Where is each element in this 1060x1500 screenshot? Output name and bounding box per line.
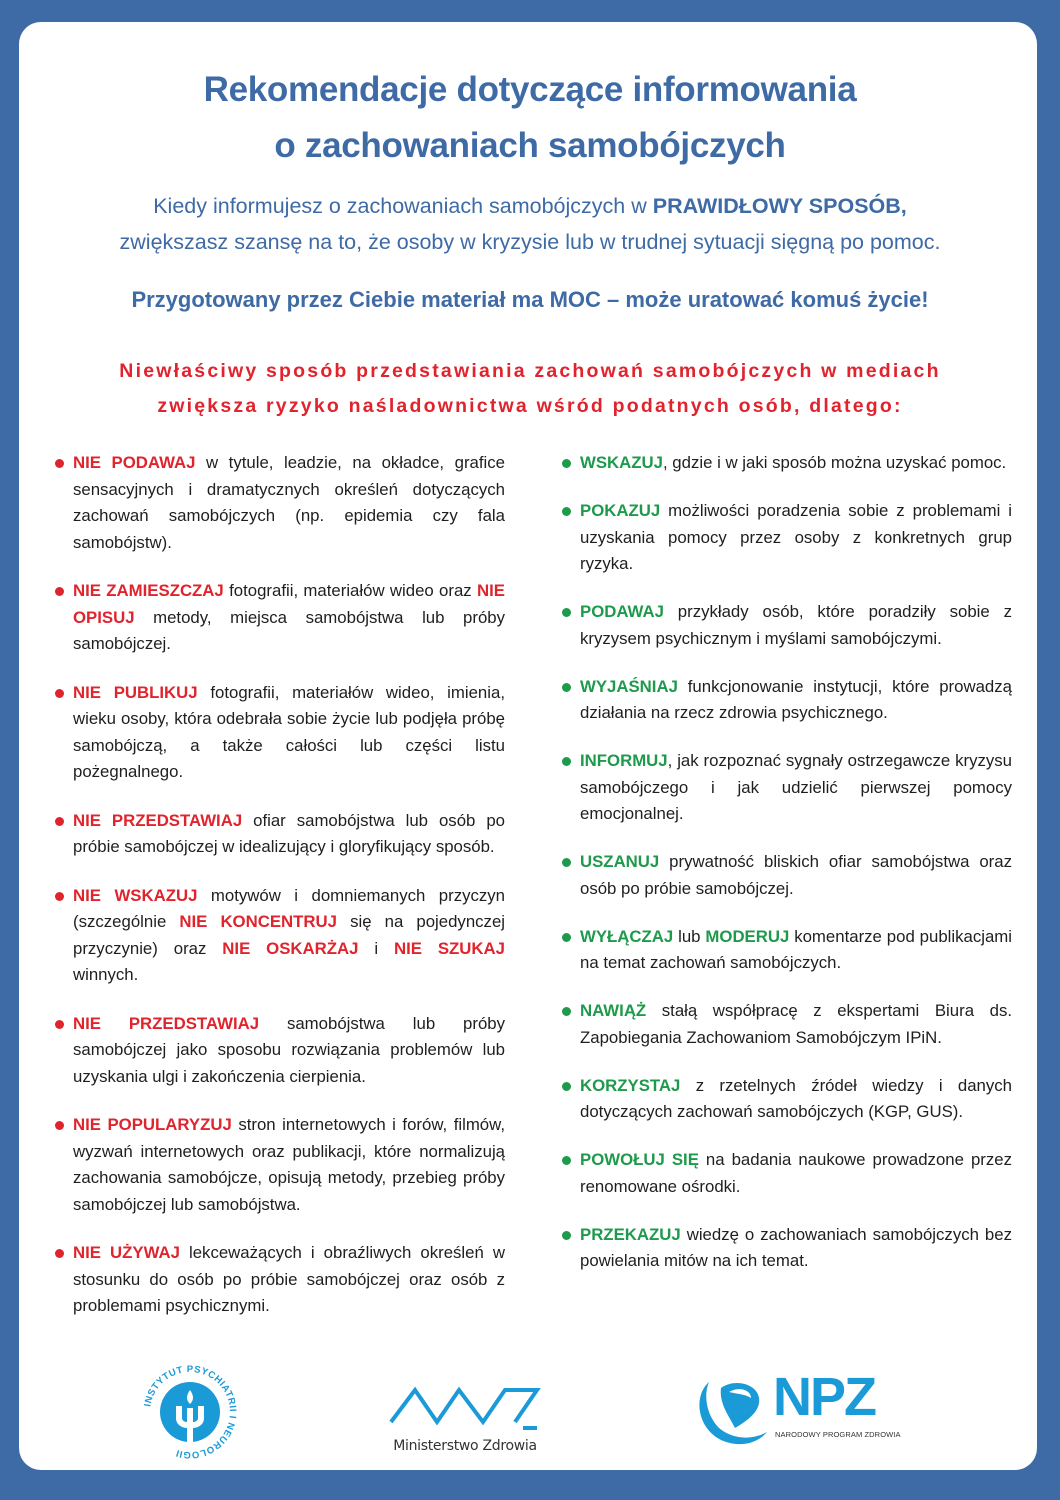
do-keyword: KORZYSTAJ xyxy=(580,1075,681,1095)
npz-subtitle: NARODOWY PROGRAM ZDROWIA xyxy=(775,1430,901,1439)
ipin-logo-icon xyxy=(140,1362,240,1462)
dont-keyword: NIE KONCENTRUJ xyxy=(179,912,337,931)
do-text: na badania naukowe prowadzone przez renomowane ośrodki. xyxy=(580,1150,1012,1196)
bullet-icon xyxy=(562,858,571,867)
do-text: prywatność bliskich ofiar samobójstwa oraz osób po próbie samobójczej. xyxy=(580,852,1012,898)
npz-wordmark: NPZ xyxy=(773,1367,875,1427)
warning-heading xyxy=(0,354,1060,424)
ipin-ring-text: INSTYTUT PSYCHIATRII I NEUROLOGII xyxy=(142,1363,239,1461)
dont-item xyxy=(73,883,505,989)
bullet-icon xyxy=(55,459,64,468)
do-keyword: WYŁĄCZAJ xyxy=(580,926,674,946)
dont-text: motywów i domniemanych przyczyn (szczególnie xyxy=(73,885,505,931)
do-item xyxy=(580,849,1012,902)
bullet-icon xyxy=(562,683,571,692)
bullet-icon xyxy=(55,1121,64,1130)
do-item xyxy=(580,450,1012,477)
dont-item xyxy=(73,808,505,861)
do-text: lub xyxy=(673,926,706,946)
dont-item xyxy=(73,680,505,786)
do-keyword: POWOŁUJ SIĘ xyxy=(580,1150,699,1169)
dont-text: fotografii, materiałów wideo oraz xyxy=(223,581,478,600)
bullet-icon xyxy=(55,1020,64,1029)
page-title xyxy=(0,62,1060,174)
dont-text: fotografii, materiałów wideo, imienia, wieku osoby, która odebrała sobie życie lub podjęła próbę samobójczą, a także całości lub części listu pożegnalnego. xyxy=(73,682,505,781)
npz-logo xyxy=(695,1367,915,1450)
do-item xyxy=(580,748,1012,828)
bullet-icon xyxy=(55,587,64,596)
warning-line-2: zwiększa ryzyko naśladownictwa wśród podatnych osób, dlatego: xyxy=(157,395,903,417)
bullet-icon xyxy=(562,1231,571,1240)
mz-label: Ministerstwo Zdrowia xyxy=(393,1438,537,1454)
do-item xyxy=(580,1073,1012,1126)
bullet-icon xyxy=(562,1007,571,1016)
bullet-icon xyxy=(55,892,64,901)
dos-list xyxy=(580,450,1012,1296)
dont-text: winnych. xyxy=(73,965,139,984)
do-text: wiedzę o zachowaniach samobójczych bez powielania mitów na ich temat. xyxy=(580,1224,1012,1270)
dont-keyword: NIE POPULARYZUJ xyxy=(73,1115,232,1134)
do-keyword: WYJAŚNIAJ xyxy=(580,676,678,696)
logos-footer xyxy=(0,1360,1060,1470)
do-text: , jak rozpoznać sygnały ostrzegawcze kryzysu samobójczego i jak udzielić pierwszej pomocy emocjonalnej. xyxy=(580,751,1012,823)
do-item xyxy=(580,1147,1012,1200)
do-text: przykłady osób, które poradziły sobie z kryzysem psychicznym i myślami samobójczymi. xyxy=(580,602,1012,648)
do-item xyxy=(580,674,1012,727)
mz-logo xyxy=(385,1370,545,1460)
do-keyword: NAWIĄŻ xyxy=(580,1001,647,1020)
dont-text: w tytule, leadzie, na okładce, grafice sensacyjnych i dramatycznych określeń dotyczących zachowań samobójczych (np. epidemia czy fala samobójstw). xyxy=(73,453,506,552)
bullet-icon xyxy=(55,689,64,698)
dont-item xyxy=(73,1112,505,1218)
intro-line-1-bold: PRAWIDŁOWY SPOSÓB, xyxy=(652,194,907,218)
do-text: komentarze pod publikacjami na temat zachowań samobójczych. xyxy=(580,926,1012,972)
dont-text: samobójstwa lub próby samobójczej jako sposobu rozwiązania problemów lub uzyskania ulgi i zakończenia cierpienia. xyxy=(73,1013,506,1086)
npz-logo-icon xyxy=(695,1370,775,1450)
mz-logo-icon xyxy=(385,1370,545,1434)
dont-keyword: NIE SZUKAJ xyxy=(393,938,505,958)
do-keyword: PRZEKAZUJ xyxy=(580,1224,681,1244)
ipin-logo xyxy=(140,1362,240,1462)
bullet-icon xyxy=(562,933,571,942)
bullet-icon xyxy=(562,608,571,617)
donts-list xyxy=(73,450,505,1342)
dont-keyword: NIE PODAWAJ xyxy=(73,453,196,472)
intro-line-2: zwiększasz szansę na to, że osoby w kryzysie lub w trudnej sytuacji sięgną po pomoc. xyxy=(119,230,941,254)
dont-keyword: NIE OSKARŻAJ xyxy=(222,938,359,958)
do-item xyxy=(580,924,1012,977)
do-item xyxy=(580,998,1012,1051)
title-line-1: Rekomendacje dotyczące informowania xyxy=(203,70,857,109)
bullet-icon xyxy=(562,757,571,766)
dont-text: lekceważących i obraźliwych określeń w stosunku do osób po próbie samobójczej oraz osób z problemami psychicznymi. xyxy=(73,1243,505,1315)
title-line-2: o zachowaniach samobójczych xyxy=(274,126,786,165)
do-text: z rzetelnych źródeł wiedzy i danych dotyczących zachowań samobójczych (KGP, GUS). xyxy=(580,1075,1012,1121)
dont-keyword: NIE PRZEDSTAWIAJ xyxy=(73,1013,260,1033)
do-keyword: INFORMUJ xyxy=(580,751,668,770)
do-item xyxy=(580,1222,1012,1275)
dont-item xyxy=(73,1011,505,1091)
dont-text: się na pojedynczej przyczynie) oraz xyxy=(73,912,505,958)
bullet-icon xyxy=(562,507,571,516)
bullet-icon xyxy=(55,817,64,826)
do-keyword: WSKAZUJ xyxy=(580,453,663,472)
bullet-icon xyxy=(562,1156,571,1165)
dont-keyword: NIE UŻYWAJ xyxy=(73,1243,180,1262)
do-text: funkcjonowanie instytucji, które prowadzą działania na rzecz zdrowia psychicznego. xyxy=(580,676,1012,722)
bullet-icon xyxy=(562,459,571,468)
do-keyword: MODERUJ xyxy=(705,926,790,946)
bullet-icon xyxy=(55,1249,64,1258)
dont-text: i xyxy=(358,938,394,958)
dont-keyword: NIE PRZEDSTAWIAJ xyxy=(73,810,243,830)
dont-text: ofiar samobójstwa lub osób po próbie samobójczej w idealizujący i gloryfikujący sposób. xyxy=(73,810,505,856)
intro-line-1-text: Kiedy informujesz o zachowaniach samobójczych w xyxy=(153,194,653,218)
power-statement: Przygotowany przez Ciebie materiał ma MOC – może uratować komuś życie! xyxy=(131,287,929,312)
do-keyword: PODAWAJ xyxy=(580,602,664,621)
dont-keyword: NIE ZAMIESZCZAJ xyxy=(73,581,224,600)
do-text: , gdzie i w jaki sposób można uzyskać pomoc. xyxy=(662,453,1007,472)
intro-line-1 xyxy=(0,188,1060,224)
do-text: możliwości poradzenia sobie z problemami i uzyskania pomocy przez osoby z konkretnych grup ryzyka. xyxy=(580,501,1012,573)
dont-keyword: NIE PUBLIKUJ xyxy=(73,682,198,702)
dont-text: metody, miejsca samobójstwa lub próby samobójczej. xyxy=(73,607,505,653)
bullet-icon xyxy=(562,1082,571,1091)
do-text: stałą współpracę z ekspertami Biura ds. Zapobiegania Zachowaniom Samobójczym IPiN. xyxy=(580,1001,1012,1047)
intro-text xyxy=(0,188,1060,260)
do-keyword: USZANUJ xyxy=(580,852,660,871)
do-keyword: POKAZUJ xyxy=(580,501,661,520)
dont-item xyxy=(73,450,505,556)
dont-item xyxy=(73,1240,505,1320)
dont-keyword: NIE WSKAZUJ xyxy=(73,885,198,905)
dont-item xyxy=(73,578,505,658)
do-item xyxy=(580,599,1012,652)
do-item xyxy=(580,498,1012,578)
warning-line-1: Niewłaściwy sposób przedstawiania zachowań samobójczych w mediach xyxy=(119,360,941,382)
dont-keyword: NIE OPISUJ xyxy=(73,581,505,627)
dont-text: stron internetowych i forów, filmów, wyzwań internetowych oraz publikacji, które normalizują zachowania samobójcze, opisują metody, przebieg próby samobójczej lub samobójstwa. xyxy=(73,1115,505,1214)
